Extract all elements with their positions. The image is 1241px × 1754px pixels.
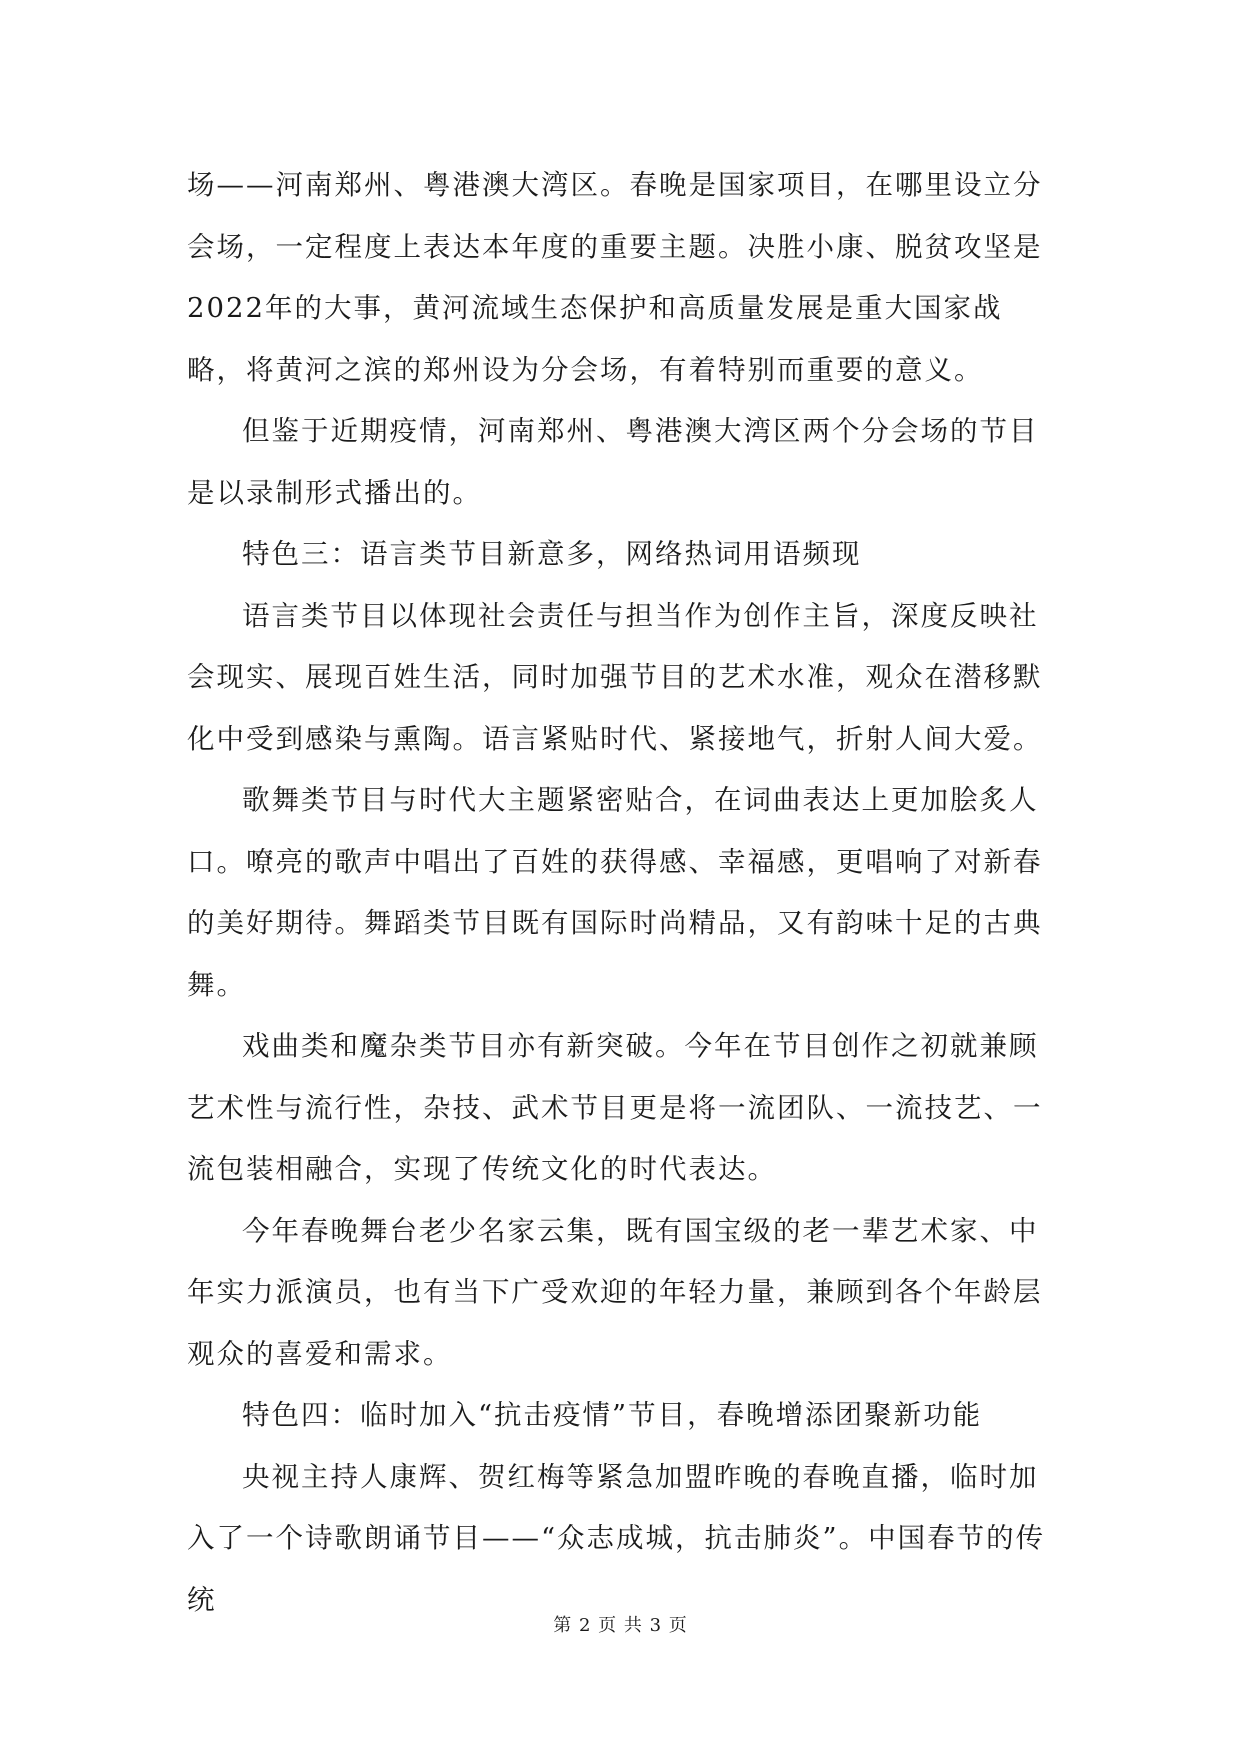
paragraph: 但鉴于近期疫情，河南郑州、粤港澳大湾区两个分会场的节目是以录制形式播出的。 — [187, 415, 1039, 509]
section-heading: 特色四：临时加入“抗击疫情”节目，春晚增添团聚新功能 — [242, 1399, 983, 1431]
paragraph: 歌舞类节目与时代大主题紧密贴合，在词曲表达上更加脍炙人口。嘹亮的歌声中唱出了百姓的获得感、幸福感，更唱响了对新春的美好期待。舞蹈类节目既有国际时尚精品，又有韵味十足的古典舞。 — [187, 784, 1043, 1001]
page-footer — [0, 1611, 1241, 1637]
paragraph: 语言类节目以体现社会责任与担当作为创作主旨，深度反映社会现实、展现百姓生活，同时加强节目的艺术水准，观众在潜移默化中受到感染与熏陶。语言紧贴时代、紧接地气，折射人间大爱。 — [187, 599, 1043, 755]
page-number: 第 2 页 共 3 页 — [553, 1615, 688, 1636]
paragraph: 央视主持人康辉、贺红梅等紧急加盟昨晚的春晚直播，临时加入了一个诗歌朗诵节目——“众志成城，抗击肺炎”。中国春节的传统 — [187, 1460, 1046, 1616]
paragraph: 场——河南郑州、粤港澳大湾区。春晚是国家项目，在哪里设立分会场，一定程度上表达本年度的重要主题。决胜小康、脱贫攻坚是2022年的大事，黄河流域生态保护和高质量发展是重大国家战略，将黄河之滨的郑州设为分会场，有着特别而重要的意义。 — [187, 169, 1043, 386]
body-text — [187, 155, 1057, 1631]
paragraph: 今年春晚舞台老少名家云集，既有国宝级的老一辈艺术家、中年实力派演员，也有当下广受欢迎的年轻力量，兼顾到各个年龄层观众的喜爱和需求。 — [187, 1214, 1043, 1370]
paragraph: 戏曲类和魔杂类节目亦有新突破。今年在节目创作之初就兼顾艺术性与流行性，杂技、武术节目更是将一流团队、一流技艺、一流包装相融合，实现了传统文化的时代表达。 — [187, 1030, 1043, 1185]
section-heading: 特色三：语言类节目新意多，网络热词用语频现 — [242, 538, 862, 570]
